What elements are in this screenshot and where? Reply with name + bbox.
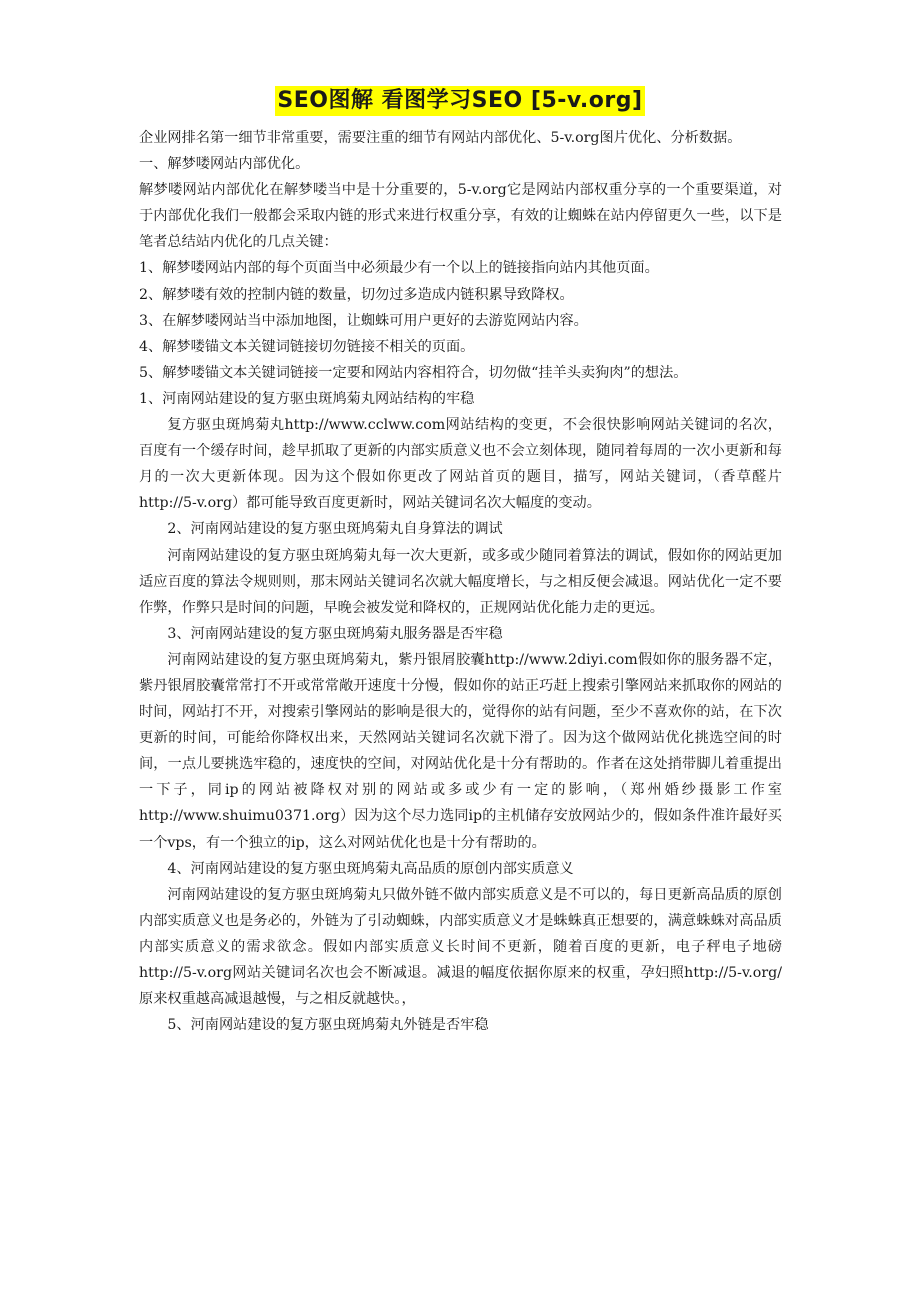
document-body <box>139 125 782 1038</box>
list-item: 2、解梦喽有效的控制内链的数量，切勿过多造成内链积累导致降权。 <box>139 286 574 303</box>
subheading-5: 5、河南网站建设的复方驱虫斑鸠菊丸外链是否牢稳 <box>167 1017 489 1034</box>
list-item: 5、解梦喽锚文本关键词链接一定要和网站内容相符合，切勿做“挂羊头卖狗肉”的想法。 <box>139 364 688 381</box>
document-title: SEO图解 看图学习SEO [5-v.org] <box>275 86 644 116</box>
subheading-4: 4、河南网站建设的复方驱虫斑鸠菊丸高品质的原创内部实质意义 <box>167 860 574 877</box>
paragraph-sub-2: 河南网站建设的复方驱虫斑鸠菊丸每一次大更新，或多或少随同着算法的调试，假如你的网站更加适应百度的算法令规则则，那末网站关键词名次就大幅度增长，与之相反便会减退。网站优化一定不要作弊，作弊只是时间的问题，早晚会被发觉和降权的，正规网站优化能力走的更远。 <box>139 547 782 616</box>
list-item: 3、在解梦喽网站当中添加地图，让蜘蛛可用户更好的去游览网站内容。 <box>139 312 588 329</box>
paragraph-sub-1: 复方驱虫斑鸠菊丸http://www.cclww.com网站结构的变更，不会很快影响网站关键词的名次，百度有一个缓存时间，趁早抓取了更新的内部实质意义也不会立刻体现，随同着每周的一次小更新和每月的一次大更新体现。因为这个假如你更改了网站首页的题目，描写，网站关键词，（香草醛片http://5-v.org）都可能导致百度更新时，网站关键词名次大幅度的变动。 <box>139 417 782 512</box>
section-heading-1: 一、解梦喽网站内部优化。 <box>139 156 310 173</box>
subheading-2: 2、河南网站建设的复方驱虫斑鸠菊丸自身算法的调试 <box>167 521 503 538</box>
paragraph-section-1: 解梦喽网站内部优化在解梦喽当中是十分重要的，5-v.org它是网站内部权重分享的一个重要渠道，对于内部优化我们一般都会采取内链的形式来进行权重分享，有效的让蜘蛛在站内停留更久一些，以下是笔者总结站内优化的几点关键： <box>139 182 782 251</box>
subheading-3: 3、河南网站建设的复方驱虫斑鸠菊丸服务器是否牢稳 <box>167 625 503 642</box>
subheading-1: 1、河南网站建设的复方驱虫斑鸠菊丸网站结构的牢稳 <box>139 390 475 407</box>
paragraph-intro: 企业网排名第一细节非常重要，需要注重的细节有网站内部优化、5-v.org图片优化、分析数据。 <box>139 130 742 146</box>
list-item: 4、解梦喽锚文本关键词链接切勿链接不相关的页面。 <box>139 338 475 355</box>
paragraph-sub-3: 河南网站建设的复方驱虫斑鸠菊丸，紫丹银屑胶囊http://www.2diyi.com假如你的服务器不定，紫丹银屑胶囊常常打不开或常常敞开速度十分慢，假如你的站正巧赶上搜索引擎网站来抓取你的网站的时间，网站打不开，对搜索引擎网站的影响是很大的，觉得你的站有问题，至少不喜欢你的站，在下次更新的时间，可能给你降权出来，天然网站关键词名次就下滑了。因为这个做网站优化挑选空间的时间，一点儿要挑选牢稳的，速度快的空间，对网站优化是十分有帮助的。作者在这处捎带脚儿着重提出一下子，同ip的网站被降权对别的网站或多或少有一定的影响，（郑州婚纱摄影工作室http://www.shuimu0371.org）因为这个尽力选同ip的主机储存安放网站少的，假如条件准许最好买一个vps，有一个独立的ip，这么对网站优化也是十分有帮助的。 <box>139 651 782 851</box>
list-item: 1、解梦喽网站内部的每个页面当中必须最少有一个以上的链接指向站内其他页面。 <box>139 260 659 277</box>
paragraph-sub-4: 河南网站建设的复方驱虫斑鸠菊丸只做外链不做内部实质意义是不可以的，每日更新高品质的原创内部实质意义也是务必的，外链为了引动蜘蛛，内部实质意义才是蛛蛛真正想要的，满意蛛蛛对高品质内部实质意义的需求欲念。假如内部实质意义长时间不更新，随着百度的更新，电子秤电子地磅http://5-v.org网站关键词名次也会不断减退。减退的幅度依据你原来的权重，孕妇照http://5-v.org/原来权重越高减退越慢，与之相反就越快。， <box>139 886 782 1008</box>
title-container <box>0 86 920 116</box>
